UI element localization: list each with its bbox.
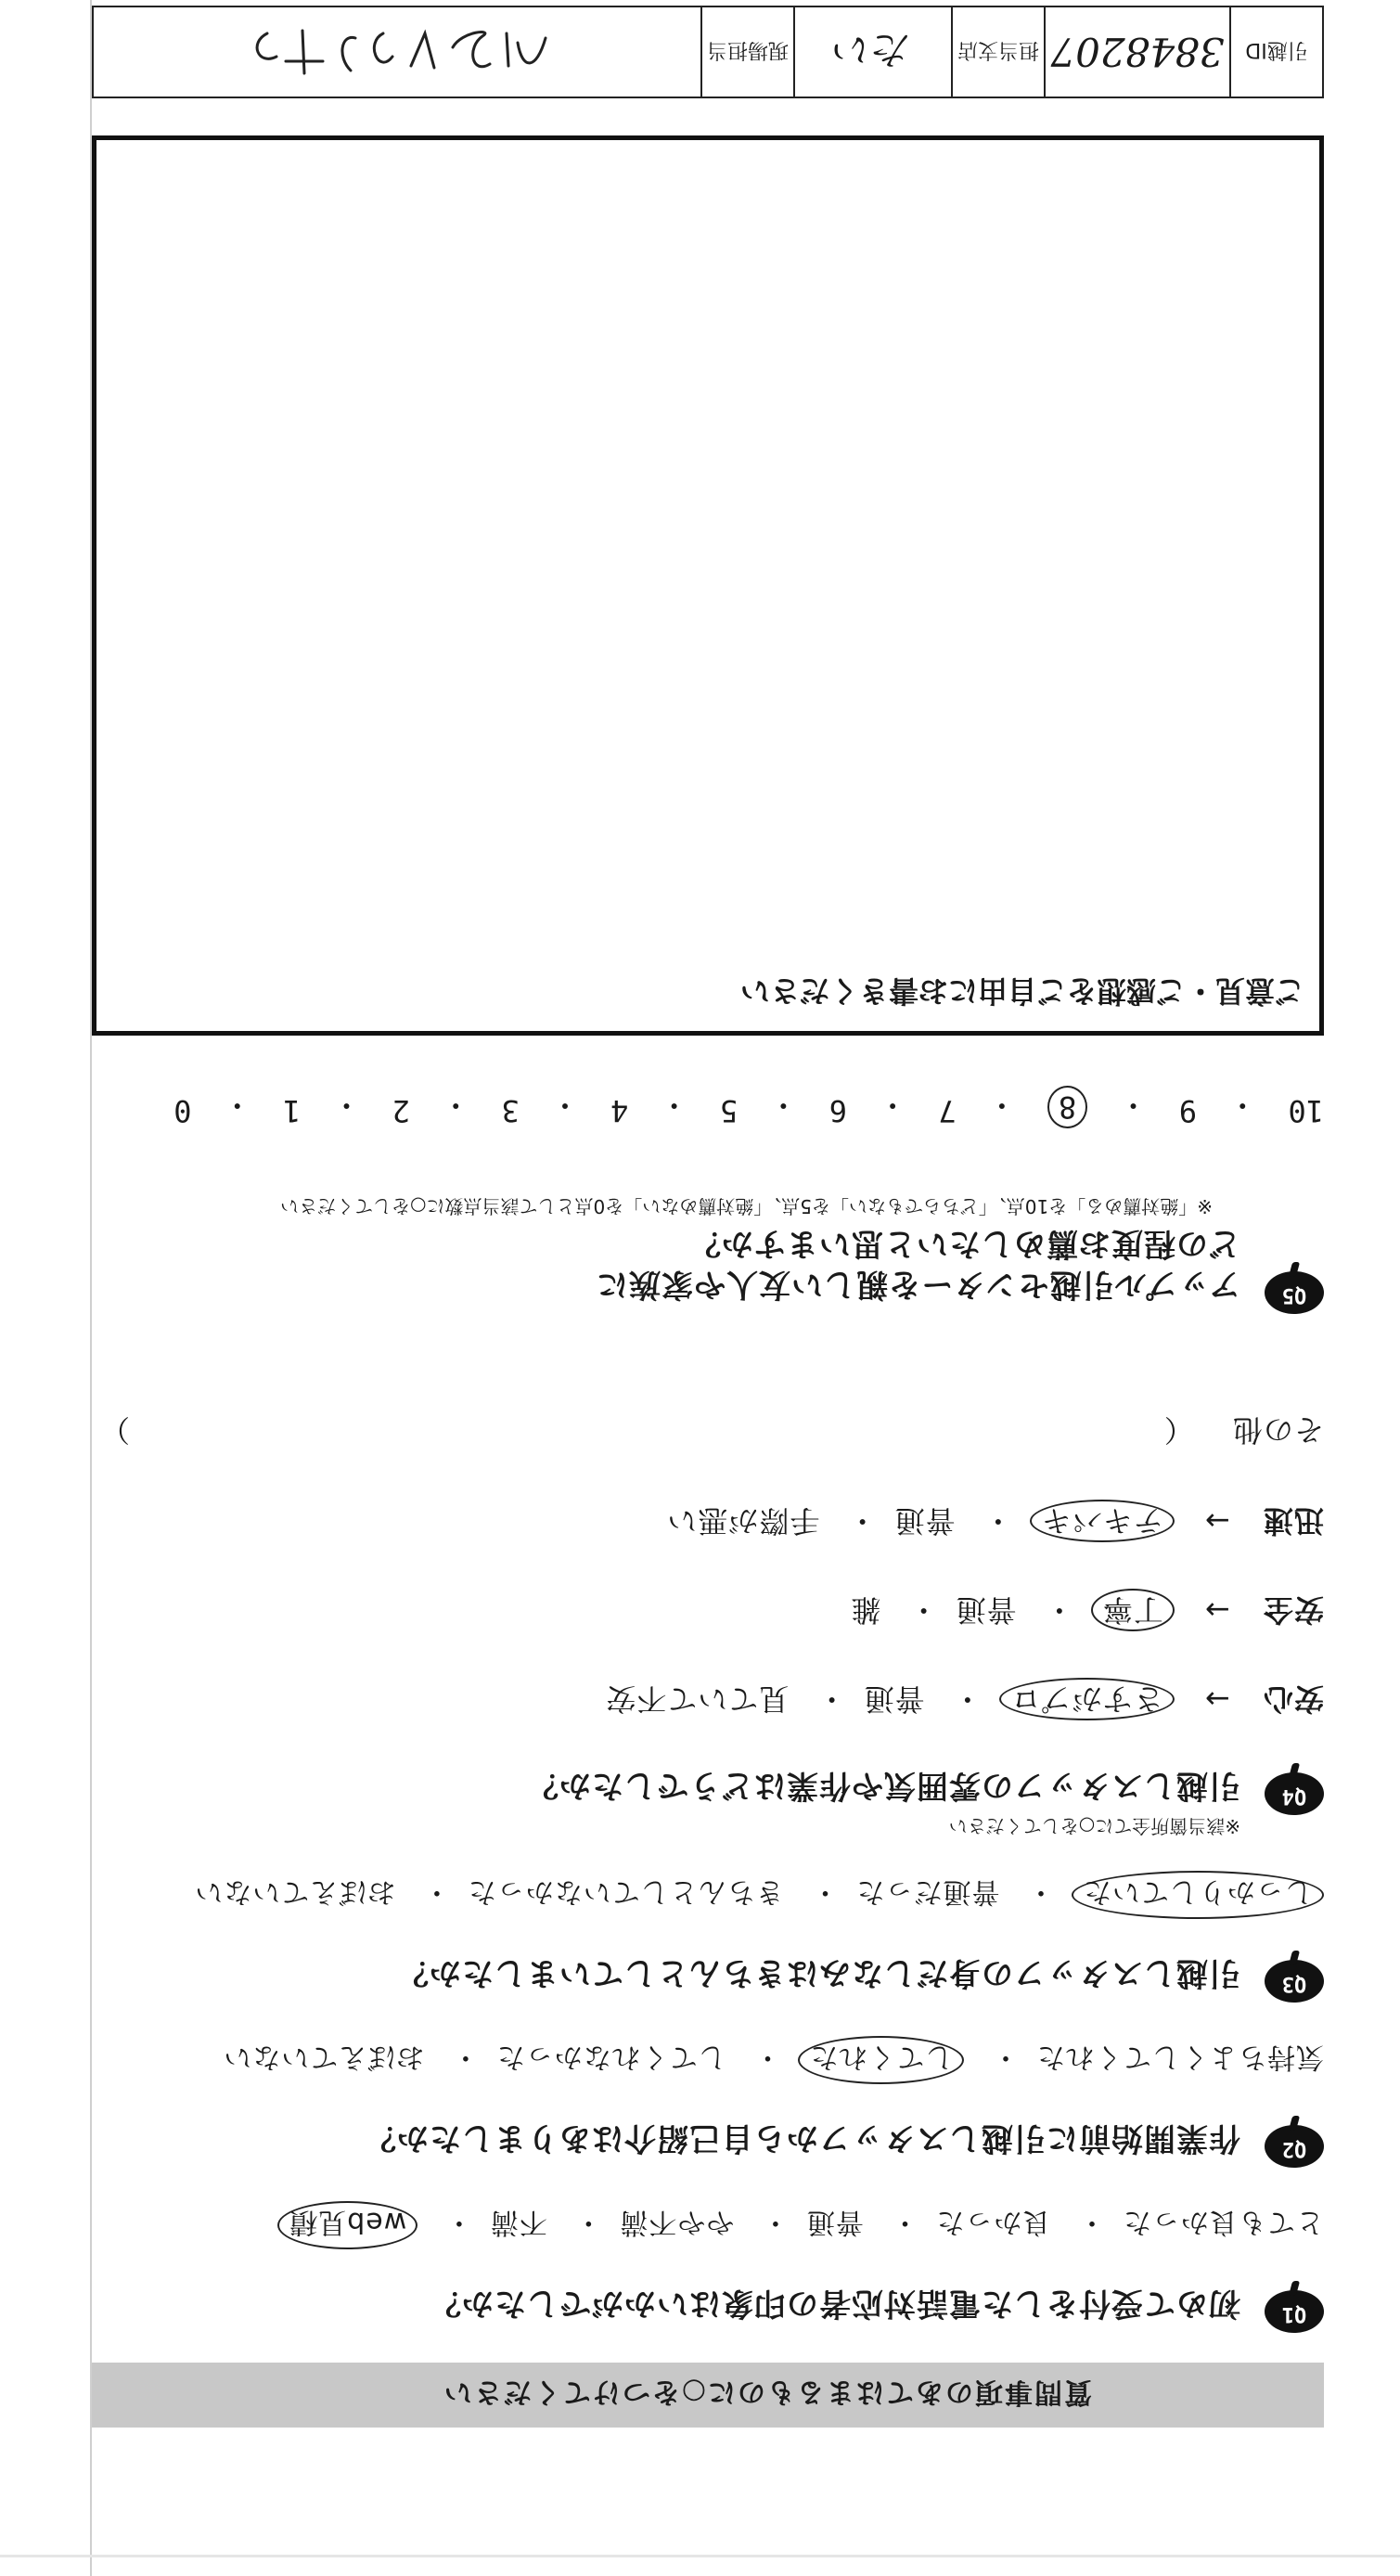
- leader-label: 現場担当: [700, 7, 793, 97]
- scale-option[interactable]: 7: [938, 1093, 957, 1128]
- category-anzen: 安全→ 丁寧・ 普通・ 雑: [850, 1591, 1324, 1633]
- choice[interactable]: 不満: [489, 2206, 547, 2238]
- question-3-text: 引越しスタッフの身だしなみはきちんとしていましたか？: [396, 1954, 1240, 1991]
- question-2-text: 作業開始前に引越しスタッフから自己紹介はありましたか？: [364, 2119, 1240, 2157]
- question-badge-icon: Q3: [1265, 1952, 1324, 2003]
- scan-edge-top: [0, 2555, 1400, 2557]
- question-2-choices: 気持ちよくしてくれた・ してくれた・ してくれなかった・ おぼえていない: [223, 2036, 1324, 2084]
- choice[interactable]: とても良かった: [1123, 2206, 1324, 2238]
- other-field[interactable]: その他 （ ）: [99, 1412, 1324, 1448]
- branch-value: たい: [793, 7, 951, 97]
- choice-selected[interactable]: 丁寧: [1091, 1589, 1175, 1631]
- question-4-note: ※該当箇所全てに○をしてください: [948, 1815, 1240, 1837]
- choice[interactable]: 普通: [805, 2206, 864, 2238]
- comments-title: ご意見・ご感想をご自由にお書きください: [739, 973, 1304, 1009]
- choice-selected[interactable]: してくれた: [798, 2036, 964, 2084]
- question-1-text: 初めて受付をした電話対応者の印象はいかがでしたか？: [429, 2285, 1240, 2322]
- question-badge-icon: Q1: [1265, 2283, 1324, 2333]
- choice[interactable]: 普通: [863, 1681, 925, 1717]
- choice[interactable]: おぼえていない: [223, 2041, 425, 2073]
- question-5-text-line2: どの程度お薦めしたいと思いますか？: [688, 1225, 1240, 1262]
- choice[interactable]: きちんとしていなかった: [467, 1875, 784, 1908]
- choice-selected[interactable]: テキパキ: [1030, 1500, 1175, 1542]
- choice-selected[interactable]: web見積: [277, 2201, 417, 2249]
- branch-label: 担当支店: [951, 7, 1044, 97]
- choice[interactable]: 普通: [893, 1503, 956, 1539]
- scale-option-selected[interactable]: 8: [1047, 1086, 1087, 1128]
- choice[interactable]: 雑: [850, 1592, 881, 1628]
- question-5-text-line1: アップル引越センターを親しい友人や家族に: [596, 1266, 1240, 1303]
- comments-box[interactable]: [92, 135, 1324, 1036]
- signature-scribble: [230, 19, 564, 84]
- instruction-banner: [92, 2363, 1324, 2428]
- question-1-choices: とても良かった・ 良かった・ 普通・ やや不満・ 不満・ web見積: [277, 2201, 1324, 2249]
- question-4-text: 引越しスタッフの雰囲気や作業はどうでしたか？: [526, 1767, 1240, 1804]
- scale-option[interactable]: 3: [501, 1093, 520, 1128]
- choice[interactable]: 気持ちよくしてくれた: [1036, 2041, 1324, 2073]
- id-label: 引越ID: [1229, 7, 1322, 97]
- scale-option[interactable]: 4: [610, 1093, 629, 1128]
- scale-option[interactable]: 9: [1178, 1093, 1198, 1128]
- choice[interactable]: 良かった: [935, 2206, 1051, 2238]
- question-badge-icon: Q2: [1265, 2118, 1324, 2168]
- category-anshin: 安心→ さすがプロ・ 普通・ 見ていて不安: [605, 1680, 1324, 1722]
- handwritten-signature: [94, 7, 700, 97]
- choice[interactable]: 手際が悪い: [666, 1503, 820, 1539]
- category-jinsoku: 迅速→ テキパキ・ 普通・ 手際が悪い: [666, 1501, 1324, 1544]
- choice[interactable]: してくれなかった: [495, 2041, 726, 2073]
- scale-option[interactable]: 1: [283, 1093, 302, 1128]
- id-value: 3848207: [1044, 7, 1229, 97]
- choice-selected[interactable]: しっかりしていた: [1072, 1871, 1324, 1919]
- id-table: [92, 6, 1324, 98]
- scale-option[interactable]: 6: [828, 1093, 847, 1128]
- banner-text: 質問事項のあてはまるものに○をつけてください: [442, 2376, 1092, 2408]
- choice[interactable]: やや不満: [619, 2206, 735, 2238]
- choice[interactable]: 見ていて不安: [605, 1681, 790, 1717]
- scale-option[interactable]: 5: [719, 1093, 739, 1128]
- choice[interactable]: 普通だった: [855, 1875, 1000, 1908]
- scale-option[interactable]: 0: [173, 1093, 192, 1128]
- question-badge-icon: Q5: [1265, 1264, 1324, 1314]
- recommend-scale: 10 ・ 9 ・ 8 ・ 7 ・ 6 ・ 5 ・ 4 ・ 3 ・ 2 ・ 1 ・ 0: [173, 1088, 1324, 1128]
- question-3-choices: しっかりしていた・ 普通だった・ きちんとしていなかった・ おぼえていない: [194, 1871, 1324, 1919]
- scale-option[interactable]: 10: [1288, 1093, 1324, 1128]
- question-5-note: ※「絶対薦める」を10点、「どちらでもない」を5点、「絶対薦めない」を0点として該当点数に○をしてください: [280, 1195, 1213, 1217]
- choice[interactable]: 普通: [955, 1592, 1017, 1628]
- scale-option[interactable]: 2: [392, 1093, 410, 1128]
- choice[interactable]: おぼえていない: [194, 1875, 396, 1908]
- choice-selected[interactable]: さすがプロ: [999, 1678, 1175, 1720]
- question-badge-icon: Q4: [1265, 1765, 1324, 1815]
